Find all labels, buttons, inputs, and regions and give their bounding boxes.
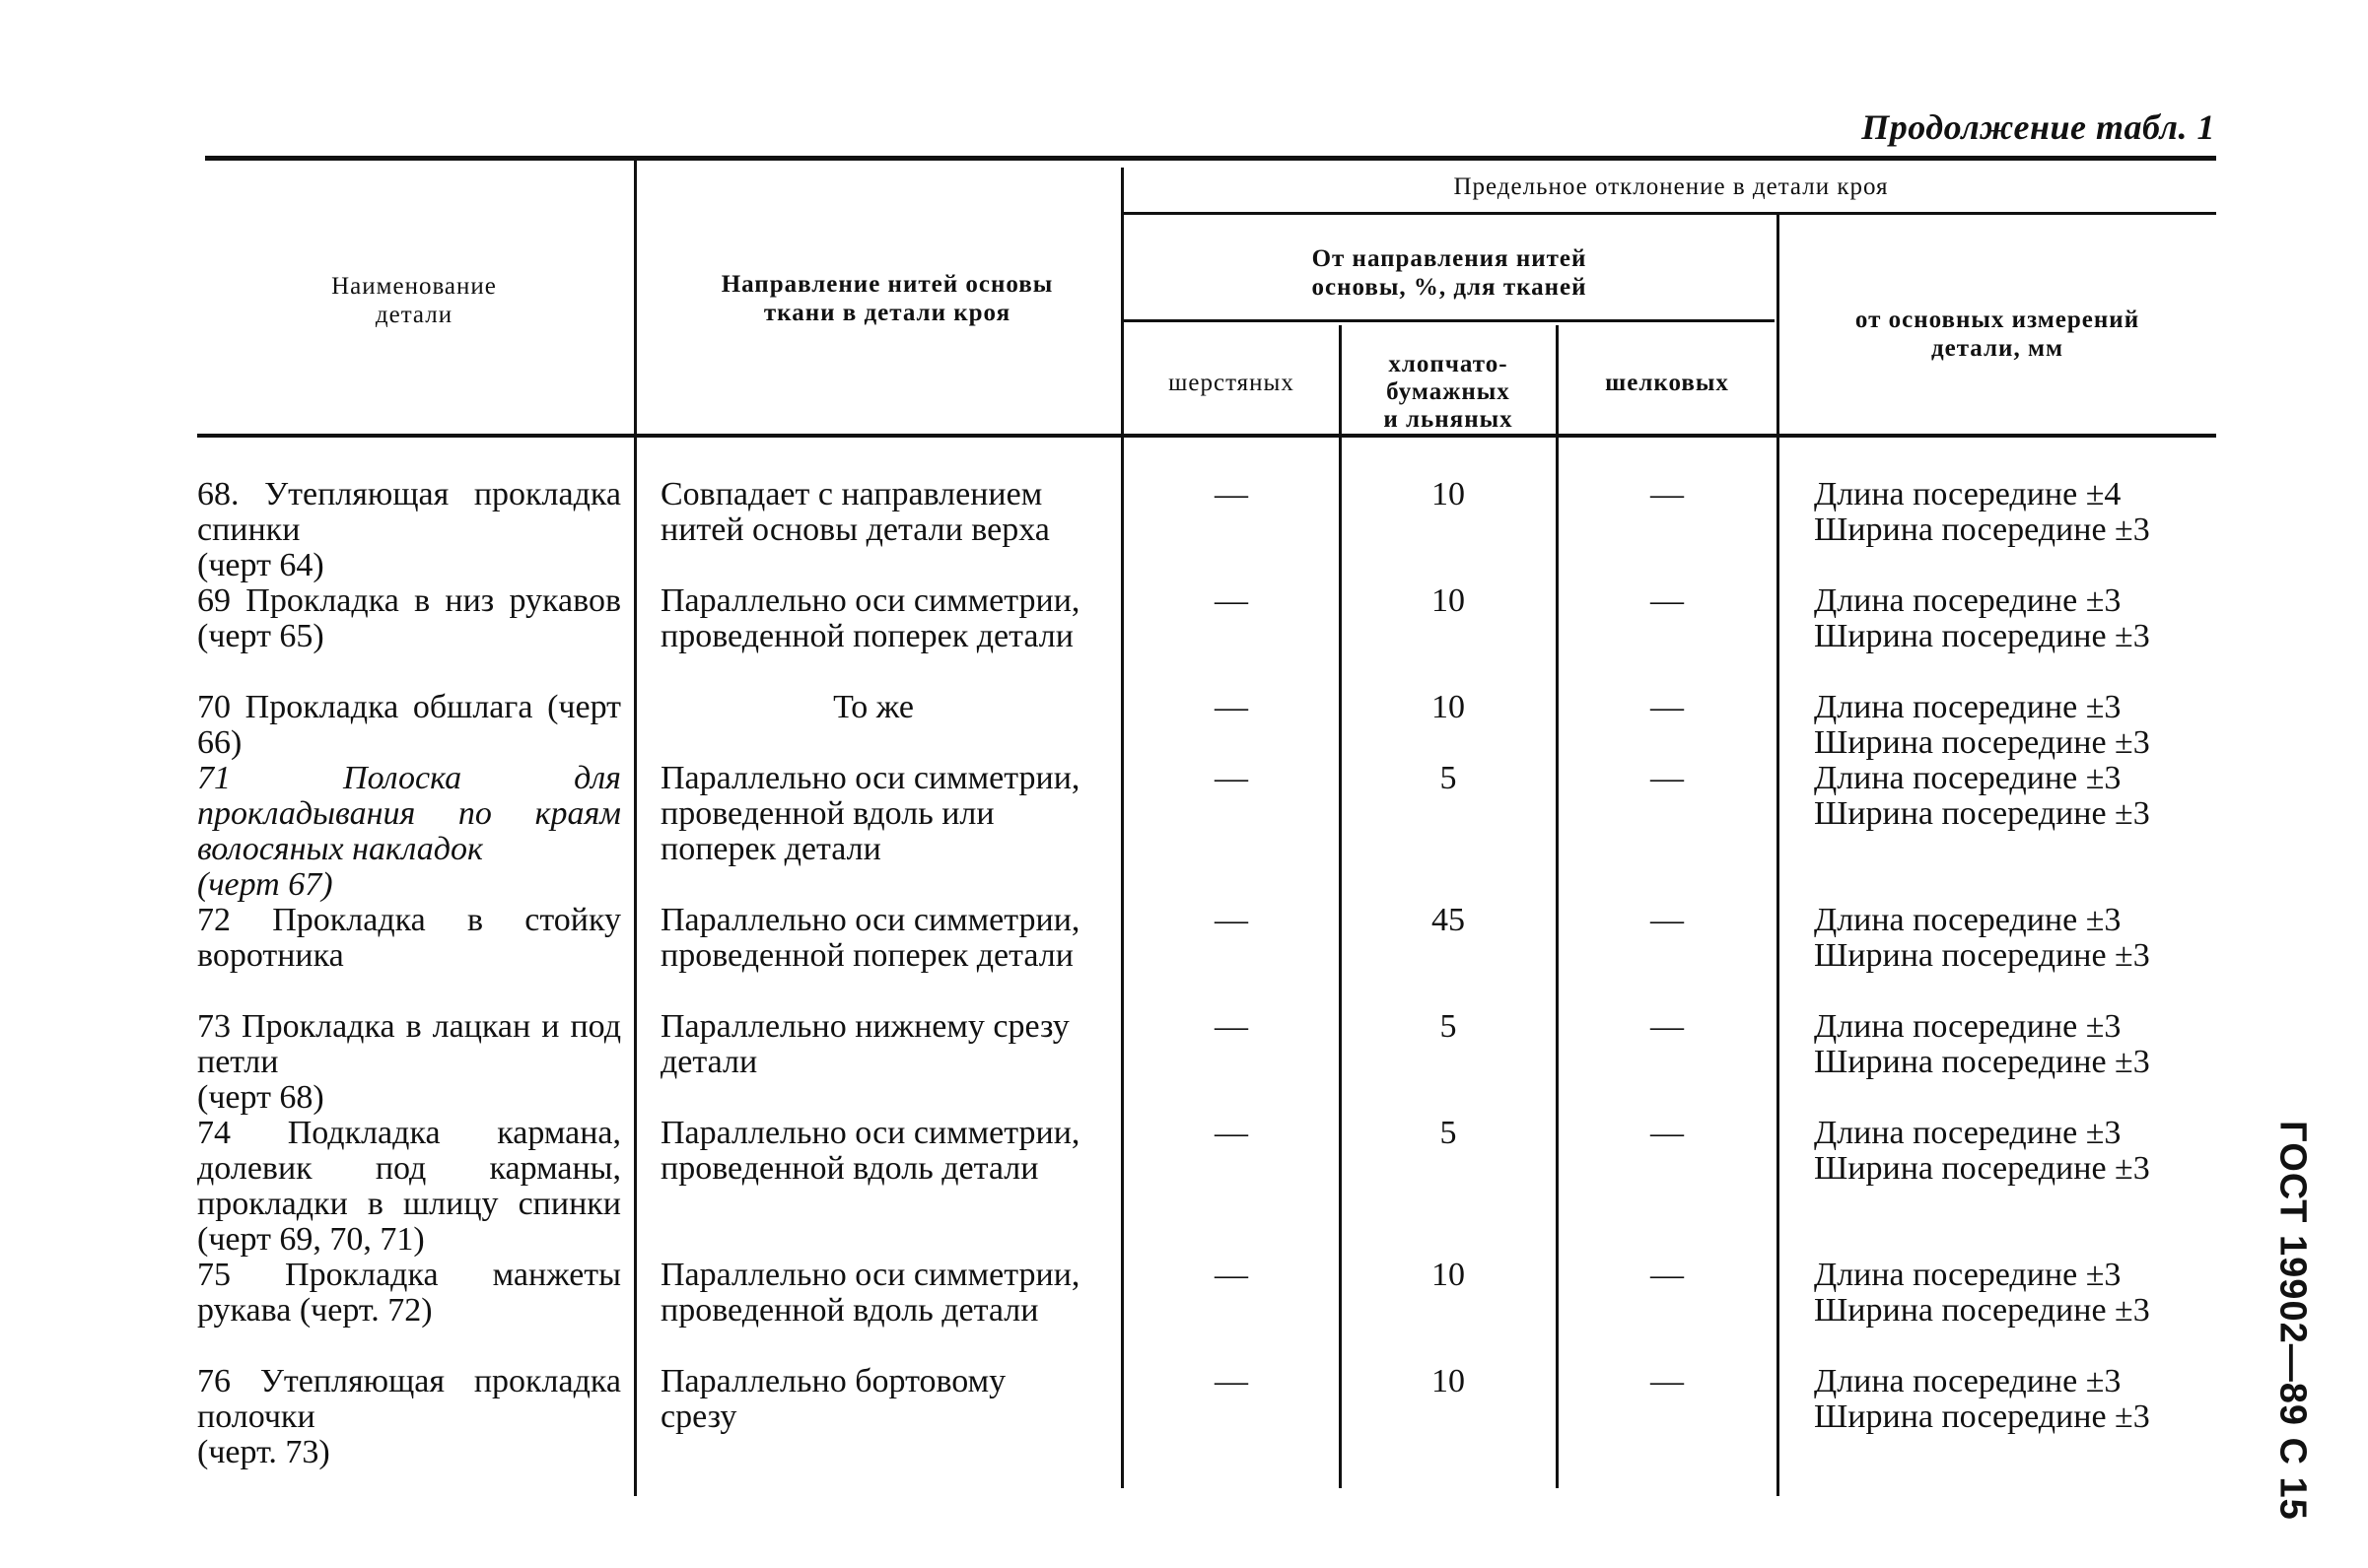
column-divider-1 — [634, 161, 637, 1496]
header-wool: шерстяных — [1168, 370, 1294, 396]
table-row-70-name: 70 Прокладка обшлага (черт 66) — [197, 689, 621, 761]
table-row-76-direction: Параллельно бортовому срезу — [661, 1363, 1007, 1435]
group-rule — [1124, 212, 2216, 215]
table-row-75-cotton: 10 — [1431, 1257, 1465, 1293]
table-row-75-name: 75 Прокладка манжеты рукава (черт. 72) — [197, 1257, 621, 1329]
table-row-68-direction: Совпадает с направлением нитей основы детали верха — [661, 476, 1050, 548]
table-row-75-wool: — — [1215, 1257, 1248, 1293]
table-row-72-direction: Параллельно оси симметрии, проведенной поперек детали — [661, 902, 1080, 974]
table-row-69-dimensions: Длина посередине ±3 Ширина посередине ±3 — [1814, 582, 2150, 654]
table-continuation-caption: Продолжение табл. 1 — [1861, 107, 2215, 147]
table-row-74-cotton: 5 — [1439, 1115, 1457, 1151]
column-divider-2 — [1121, 168, 1124, 1488]
standard-page-number: ГОСТ 19902—89 С 15 — [2271, 1121, 2314, 1521]
table-row-74-name: 74 Подкладка кармана, долевик под карманы, прокладки в шлицу спинки (черт 69, 70, 71) — [197, 1115, 621, 1258]
table-row-68-dimensions: Длина посередине ±4 Ширина посередине ±3 — [1814, 476, 2150, 548]
table-row-76-cotton: 10 — [1431, 1363, 1465, 1399]
header-part-name: Наименование детали — [331, 273, 497, 328]
table-row-74-silk: — — [1650, 1115, 1684, 1151]
table-row-71-cotton: 5 — [1439, 760, 1457, 796]
table-row-73-direction: Параллельно нижнему срезу детали — [661, 1008, 1070, 1080]
table-row-71-dimensions: Длина посередине ±3 Ширина посередине ±3 — [1814, 760, 2150, 832]
header-silk: шелковых — [1605, 370, 1729, 396]
header-from-dimensions: от основных измерений детали, мм — [1854, 307, 2140, 362]
table-row-70-direction: То же — [833, 689, 914, 725]
table-row-75-silk: — — [1650, 1257, 1684, 1293]
table-row-76-dimensions: Длина посередине ±3 Ширина посередине ±3 — [1814, 1363, 2150, 1435]
table-top-rule — [205, 156, 2216, 161]
table-row-72-silk: — — [1650, 902, 1684, 938]
table-row-74-direction: Параллельно оси симметрии, проведенной вдоль детали — [661, 1115, 1080, 1187]
table-row-68-cotton: 10 — [1431, 476, 1465, 512]
subgroup-rule — [1124, 319, 1775, 322]
header-bottom-rule — [197, 434, 2216, 438]
table-row-73-wool: — — [1215, 1008, 1248, 1045]
table-row-76-name: 76 Утепляющая прокладка полочки (черт. 73) — [197, 1363, 621, 1470]
table-row-72-dimensions: Длина посередине ±3 Ширина посередине ±3 — [1814, 902, 2150, 974]
table-row-72-cotton: 45 — [1431, 902, 1465, 938]
column-divider-4 — [1556, 325, 1559, 1488]
table-row-69-direction: Параллельно оси симметрии, проведенной поперек детали — [661, 582, 1080, 654]
header-thread-direction: Направление нитей основы ткани в детали кроя — [721, 271, 1054, 326]
table-row-73-name: 73 Прокладка в лацкан и под петли (черт 68) — [197, 1008, 621, 1116]
table-row-70-dimensions: Длина посередине ±3 Ширина посередине ±3 — [1814, 689, 2150, 761]
table-row-76-silk: — — [1650, 1363, 1684, 1399]
table-row-70-cotton: 10 — [1431, 689, 1465, 725]
table-row-76-wool: — — [1215, 1363, 1248, 1399]
side-standard-label — [2258, 1114, 2327, 1528]
table-row-68-wool: — — [1215, 476, 1248, 512]
column-divider-5 — [1776, 215, 1779, 1496]
table-row-71-direction: Параллельно оси симметрии, проведенной вдоль или поперек детали — [661, 760, 1080, 867]
table-row-68-silk: — — [1650, 476, 1684, 512]
table-row-75-dimensions: Длина посередине ±3 Ширина посередине ±3 — [1814, 1257, 2150, 1329]
table-row-73-dimensions: Длина посередине ±3 Ширина посередине ±3 — [1814, 1008, 2150, 1080]
table-row-69-wool: — — [1215, 582, 1248, 619]
table-row-75-direction: Параллельно оси симметрии, проведенной вдоль детали — [661, 1257, 1080, 1329]
table-row-73-silk: — — [1650, 1008, 1684, 1045]
table-row-68-name: 68. Утепляющая прокладка спинки (черт 64) — [197, 476, 621, 583]
table-row-74-dimensions: Длина посередине ±3 Ширина посередине ±3 — [1814, 1115, 2150, 1187]
table-row-69-cotton: 10 — [1431, 582, 1465, 619]
table-row-70-wool: — — [1215, 689, 1248, 725]
table-row-70-silk: — — [1650, 689, 1684, 725]
table-row-69-silk: — — [1650, 582, 1684, 619]
table-row-71-silk: — — [1650, 760, 1684, 796]
table-row-71-wool: — — [1215, 760, 1248, 796]
header-from-thread-direction: От направления нитей основы, %, для тканей — [1311, 245, 1587, 301]
table-row-72-wool: — — [1215, 902, 1248, 938]
header-max-deviation: Предельное отклонение в детали кроя — [1453, 173, 1889, 200]
header-cotton-linen: хлопчато- бумажных и льняных — [1383, 351, 1513, 433]
table-row-69-name: 69 Прокладка в низ рукавов (черт 65) — [197, 582, 621, 654]
column-divider-3 — [1339, 325, 1342, 1488]
table-row-74-wool: — — [1215, 1115, 1248, 1151]
table-row-71-name: 71 Полоска для прокладывания по краям волосяных накладок (черт 67) — [197, 760, 621, 903]
table-row-73-cotton: 5 — [1439, 1008, 1457, 1045]
table-row-72-name: 72 Прокладка в стойку воротника — [197, 902, 621, 974]
